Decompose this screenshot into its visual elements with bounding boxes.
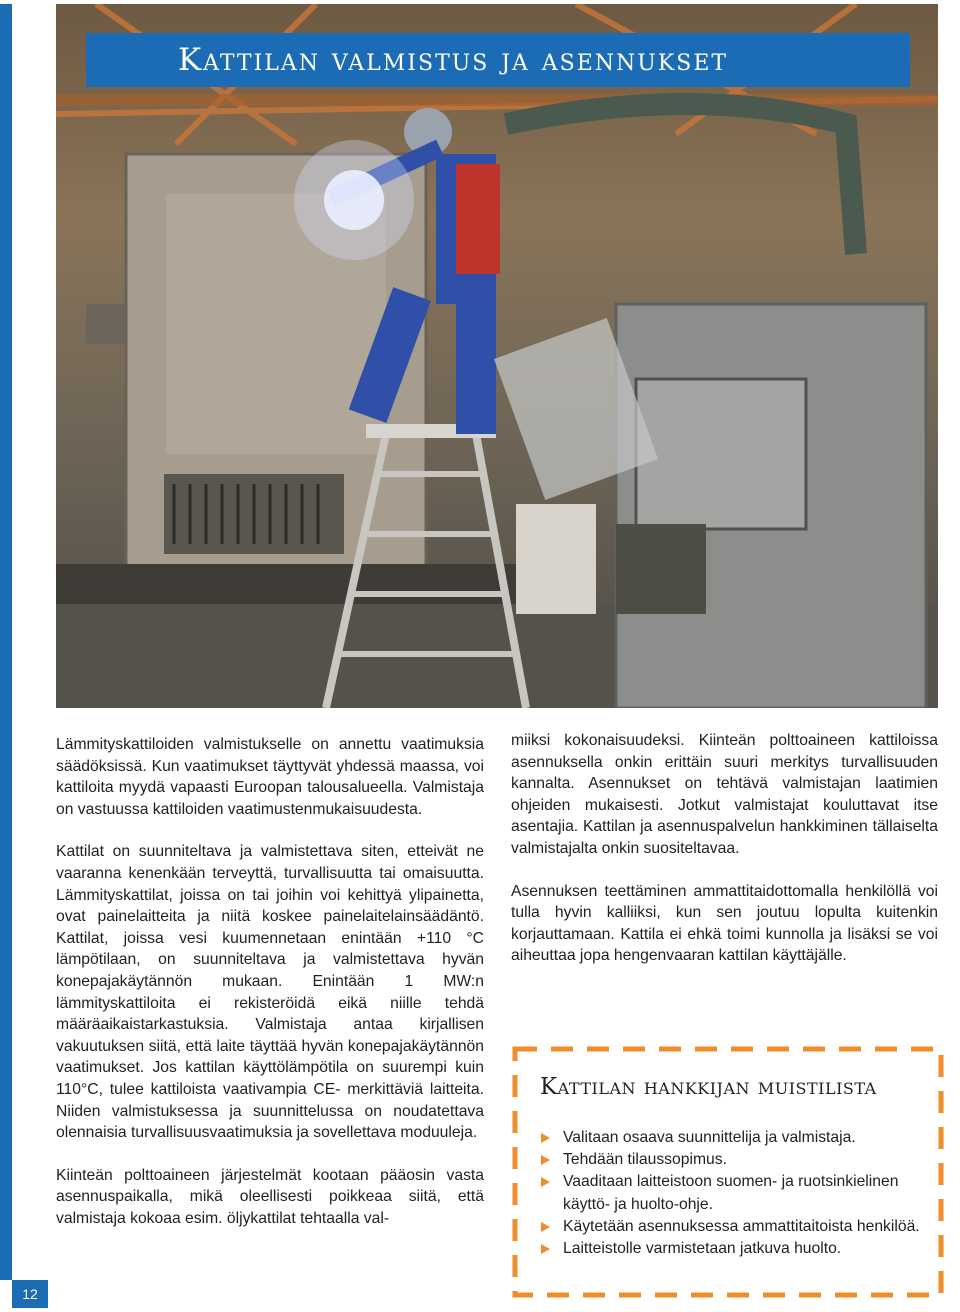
paragraph: Asennuksen teettäminen ammattitaidottomalla henkilöllä voi tulla hyvin kalliiksi, kun sen joutuu lopulta kuitenkin korjauttamaan. Kattila ei ehkä toimi kunnolla ja lisäksi se voi aiheuttaa jopa hengenvaaran kattilan käyttäjälle. bbox=[511, 882, 938, 965]
page-number: 12 bbox=[12, 1280, 48, 1308]
checklist-title: Kattilan hankkijan muistilista bbox=[540, 1074, 877, 1100]
paragraph: Kiinteän polttoaineen järjestelmät kootaan pääosin vasta asennuspaikalla, mikä oleellisesti poikkeaa siitä, että valmistaja kokoaa esim. öljykattilat tehtaalla val- bbox=[56, 1166, 484, 1227]
left-column bbox=[56, 734, 484, 1250]
paragraph: Kattilat on suunniteltava ja valmistettava siten, etteivät ne vaaranna kenenkään terveyttä, turvallisuutta tai omaisuutta. Lämmityskattilat, joissa on tai joihin voi kehittyä ylipainetta, ovat painelaitteita ja niitä koskee painelaitelainsäädäntö. Kattilat, joissa vesi kuumennetaan enintään +110 °C lämpötilaan, on suunniteltava ja valmistettava hyvän konepajakäytännön mukaan. Enintään 1 MW:n lämmityskattiloita ei rekisteröidä eikä niille tehdä määräaikaistarkastuksia. Valmistaja antaa kirjallisen vakuutuksen siitä, että laite täyttää hyvän konepajakäytännön vaatimukset. Jos kattilan käyttölämpötila on suurempi kuin 110°C, tulee kattiloista vaativampia CE- merkittäviä laitteita. Niiden valmistuksessa ja suunnittelussa on noudatettava olennaisia turvallisuusvaatimuksia ja sovellettava moduuleja. bbox=[56, 843, 484, 1142]
side-strip bbox=[0, 4, 12, 1280]
right-column bbox=[511, 730, 938, 988]
title-bar bbox=[86, 33, 910, 87]
list-item: Käytetään asennuksessa ammattitaitoista henkilöä. bbox=[540, 1216, 920, 1238]
welding-photo bbox=[56, 4, 938, 708]
checklist bbox=[540, 1127, 920, 1260]
list-item: Valitaan osaava suunnittelija ja valmistaja. bbox=[540, 1127, 920, 1149]
paragraph: miiksi kokonaisuudeksi. Kiinteän polttoaineen kattiloissa asennuksella onkin erittäin suuri merkitys turvallisuuden kannalta. Asennukset on tehtävä valmistajan laatimien ohjeiden mukaisesti. Jotkut valmistajat kouluttavat itse asentajia. Kattilan ja asennuspalvelun hankkiminen tällaiselta valmistajalta onkin suositeltavaa. bbox=[511, 732, 938, 857]
list-item: Laitteistolle varmistetaan jatkuva huolto. bbox=[540, 1238, 920, 1260]
page-title: Kattilan valmistus ja asennukset bbox=[178, 42, 729, 78]
bullet-arrow-icon bbox=[541, 1155, 550, 1165]
list-item: Tehdään tilaussopimus. bbox=[540, 1149, 920, 1171]
paragraph: Lämmityskattiloiden valmistukselle on annettu vaatimuksia säädöksissä. Kun vaatimukset täyttyvät yhdessä maassa, voi kattiloita myydä vapaasti Euroopan talousalueella. Valmistaja on vastuussa kattiloiden vaatimustenmukaisuudesta. bbox=[56, 736, 484, 818]
checklist-box bbox=[512, 1046, 944, 1298]
bullet-arrow-icon bbox=[541, 1244, 550, 1254]
list-item: Vaaditaan laitteistoon suomen- ja ruotsinkielinen käyttö- ja huolto-ohje. bbox=[540, 1171, 920, 1215]
bullet-arrow-icon bbox=[541, 1177, 550, 1187]
welding-photo-illustration bbox=[56, 4, 938, 708]
bullet-arrow-icon bbox=[541, 1133, 550, 1143]
bullet-arrow-icon bbox=[541, 1222, 550, 1232]
